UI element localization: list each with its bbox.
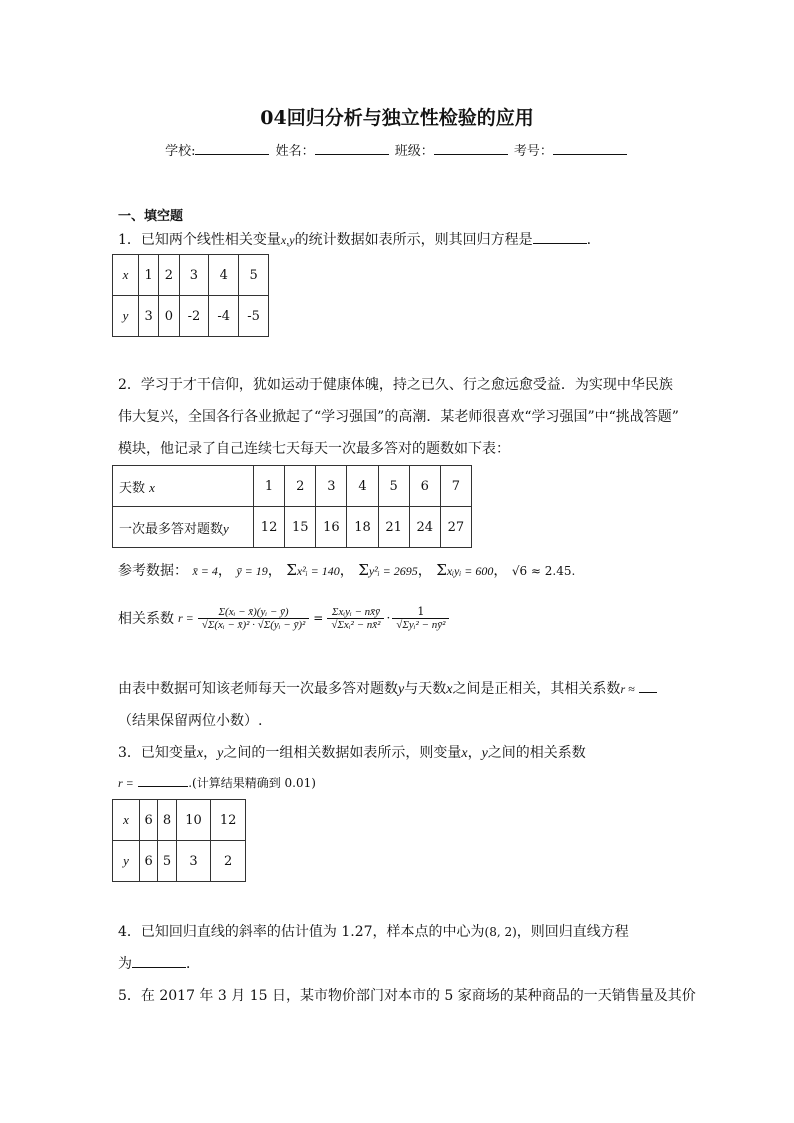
q3-line1-a: 3．已知变量 <box>118 745 197 761</box>
q3-table-row-x <box>113 800 246 841</box>
q3-y-cell: 3 <box>176 841 211 882</box>
q2-y-cell: 21 <box>378 507 409 548</box>
q3-line1-b: ， <box>203 745 218 761</box>
q3-y-cell: 2 <box>211 841 246 882</box>
q2-row1-label: 天数 <box>119 480 146 496</box>
q2-y-cell: 27 <box>440 507 471 548</box>
school-blank[interactable] <box>195 142 269 155</box>
q2-y-cell: 12 <box>254 507 285 548</box>
q4-line1-a: 4．已知回归直线的斜率的估计值为 1.27，样本点的中心为 <box>118 924 485 940</box>
q1-table-row-y <box>113 296 269 337</box>
corr-f3-denominator: √Σyᵢ² − nȳ² <box>396 619 446 631</box>
q1-x-label: x <box>113 255 139 296</box>
q2-answer-blank[interactable] <box>639 680 657 693</box>
q1-x-cell: 4 <box>209 255 239 296</box>
sum-icon: Σ <box>358 561 369 579</box>
q2-y-cell: 15 <box>285 507 316 548</box>
q1-vars: x,y <box>280 233 295 247</box>
sum-icon: Σ <box>286 561 297 579</box>
ref-sqrt6: √6 ≈ 2.45. <box>511 564 576 578</box>
q4-line2-end: ． <box>186 956 200 972</box>
q1-text <box>118 229 591 249</box>
q2-line4-r: r ≈ <box>620 682 635 696</box>
q2-row2-var: y <box>223 520 229 536</box>
q3-y-cell: 6 <box>140 841 158 882</box>
q2-line-4 <box>118 678 657 698</box>
q3-line-1 <box>118 742 586 762</box>
q2-x-cell: 6 <box>409 466 440 507</box>
q1-table-row-x <box>113 255 269 296</box>
corr-f1-denominator: √Σ(xᵢ − x̄)² · √Σ(yᵢ − ȳ)² <box>201 618 306 631</box>
class-label: 班级： <box>394 144 434 159</box>
q1-y-label: y <box>113 296 139 337</box>
corr-f1-numerator: Σ(xᵢ − x̄)(yᵢ − ȳ) <box>198 606 310 619</box>
q2-x-cell: 2 <box>285 466 316 507</box>
q2-line4-b: 与天数 <box>404 681 447 697</box>
q1-table <box>112 254 269 337</box>
name-blank[interactable] <box>315 142 389 155</box>
q2-x-cell: 5 <box>378 466 409 507</box>
q3-y-cell: 5 <box>158 841 176 882</box>
q2-line4-a: 由表中数据可知该老师每天一次最多答对题数 <box>118 681 398 697</box>
q2-correlation-formula <box>118 605 449 631</box>
q2-y-cell: 24 <box>409 507 440 548</box>
q1-answer-blank[interactable] <box>533 231 587 244</box>
q1-text-a: 1．已知两个线性相关变量 <box>118 232 281 248</box>
corr-r: r = <box>178 610 194 625</box>
q4-line1-b: ，则回归直线方程 <box>516 924 629 940</box>
q1-end: . <box>586 232 592 248</box>
q5-line-1: 5．在 2017 年 3 月 15 日，某市物价部门对本市的 5 家商场的某种商品的一天销售量及其价 <box>118 988 696 1004</box>
q1-x-cell: 5 <box>239 255 269 296</box>
q3-table-row-y <box>113 841 246 882</box>
ref-xbar: x̄ = 4 <box>192 564 218 578</box>
school-label: 学校: <box>165 144 196 159</box>
q3-line1-d: ， <box>467 745 482 761</box>
ref-sum-x2: x²ᵢ = 140 <box>296 564 340 578</box>
corr-f2-numerator: Σxᵢyᵢ − nx̄ȳ <box>327 606 384 619</box>
q2-line-1: 2．学习于才干信仰，犹如运动于健康体魄，持之已久、行之愈远愈受益．为实现中华民族 <box>118 377 673 393</box>
q2-line-5: （结果保留两位小数）. <box>118 713 263 729</box>
q3-line1-x: x <box>196 746 204 761</box>
q1-y-cell: 0 <box>159 296 179 337</box>
ref-label: 参考数据： <box>118 563 188 579</box>
q2-y-cell: 18 <box>347 507 378 548</box>
corr-label: 相关系数 <box>118 611 174 627</box>
page-title: 04回归分析与独立性检验的应用 <box>260 107 534 129</box>
q1-y-cell: -5 <box>239 296 269 337</box>
q2-line-2: 伟大复兴，全国各行各业掀起了“学习强国”的高潮．某老师很喜欢“学习强国”中“挑战答题” <box>118 409 679 425</box>
q3-line1-y: y <box>217 746 224 761</box>
corr-fraction-3 <box>392 605 449 631</box>
q2-row1-var: x <box>149 479 155 495</box>
q4-point: (8, 2) <box>484 925 517 939</box>
corr-f3-numerator: 1 <box>392 605 449 619</box>
q3-x-label: x <box>113 800 140 841</box>
ref-ybar: ȳ = 19 <box>236 564 268 578</box>
q2-table-row-y <box>113 507 472 548</box>
sum-icon: Σ <box>436 561 447 579</box>
q3-line1-y2: y <box>481 746 488 761</box>
q3-answer-blank[interactable] <box>138 774 188 787</box>
ref-sum-xy: xᵢyᵢ = 600 <box>446 564 494 578</box>
q1-y-cell: -4 <box>209 296 239 337</box>
q1-x-cell: 2 <box>159 255 179 296</box>
q2-x-cell: 1 <box>254 466 285 507</box>
q3-table <box>112 799 246 882</box>
ref-sum-y2: y²ᵢ = 2695 <box>368 564 418 578</box>
q1-x-cell: 3 <box>179 255 209 296</box>
exam-no-blank[interactable] <box>553 142 627 155</box>
q3-line1-x2: x <box>461 746 468 761</box>
q3-line-2 <box>118 774 316 791</box>
corr-fraction-1 <box>198 606 310 631</box>
q2-x-cell: 4 <box>347 466 378 507</box>
q3-line2-r: r = <box>118 776 134 790</box>
q4-line-1 <box>118 921 629 941</box>
student-info-line <box>0 140 794 159</box>
q3-line1-e: 之间的相关系数 <box>487 745 586 761</box>
q4-line-2 <box>118 953 200 973</box>
q2-row1-header <box>113 466 254 507</box>
q3-y-label: y <box>113 841 140 882</box>
q4-answer-blank[interactable] <box>132 955 186 968</box>
q1-text-b: 的统计数据如表所示，则其回归方程是 <box>294 232 533 248</box>
name-label: 姓名： <box>275 144 315 159</box>
exam-no-label: 考号： <box>513 144 553 159</box>
dot-operator: · <box>386 611 391 625</box>
corr-f2-denominator: √Σxᵢ² − nx̄² <box>331 618 381 631</box>
q2-line4-c: 之间是正相关，其相关系数 <box>452 681 621 697</box>
q2-x-cell: 7 <box>440 466 471 507</box>
q3-x-cell: 10 <box>176 800 211 841</box>
q2-table-row-x <box>113 466 472 507</box>
q3-x-cell: 6 <box>140 800 158 841</box>
q2-row2-label: 一次最多答对题数 <box>119 521 224 537</box>
q1-y-cell: -2 <box>179 296 209 337</box>
q3-x-cell: 8 <box>158 800 176 841</box>
q2-row2-header <box>113 507 254 548</box>
q2-table <box>112 465 472 548</box>
equals-sign: = <box>313 611 324 625</box>
section-heading: 一、填空题 <box>118 209 184 224</box>
q3-x-cell: 12 <box>211 800 246 841</box>
q2-y-cell: 16 <box>316 507 347 548</box>
q2-reference-data: 参考数据： x̄ = 4， ȳ = 19， Σx²ᵢ = 140， Σy²ᵢ = 2695， Σxᵢyᵢ = 600， √6 ≈ 2.45. <box>118 561 576 579</box>
q2-line-3: 模块，他记录了自己连续七天每天一次最多答对的题数如下表： <box>118 441 510 457</box>
q2-x-cell: 3 <box>316 466 347 507</box>
q1-y-cell: 3 <box>139 296 159 337</box>
q4-line2-a: 为 <box>118 956 132 972</box>
q3-line2-b: .(计算结果精确到 0.01) <box>188 776 316 790</box>
q1-x-cell: 1 <box>139 255 159 296</box>
q3-line1-c: 之间的一组相关数据如表所示，则变量 <box>223 745 462 761</box>
q2-line4-y: y <box>398 682 405 697</box>
class-blank[interactable] <box>434 142 508 155</box>
q2-line4-x: x <box>446 682 453 697</box>
corr-fraction-2 <box>327 606 384 631</box>
